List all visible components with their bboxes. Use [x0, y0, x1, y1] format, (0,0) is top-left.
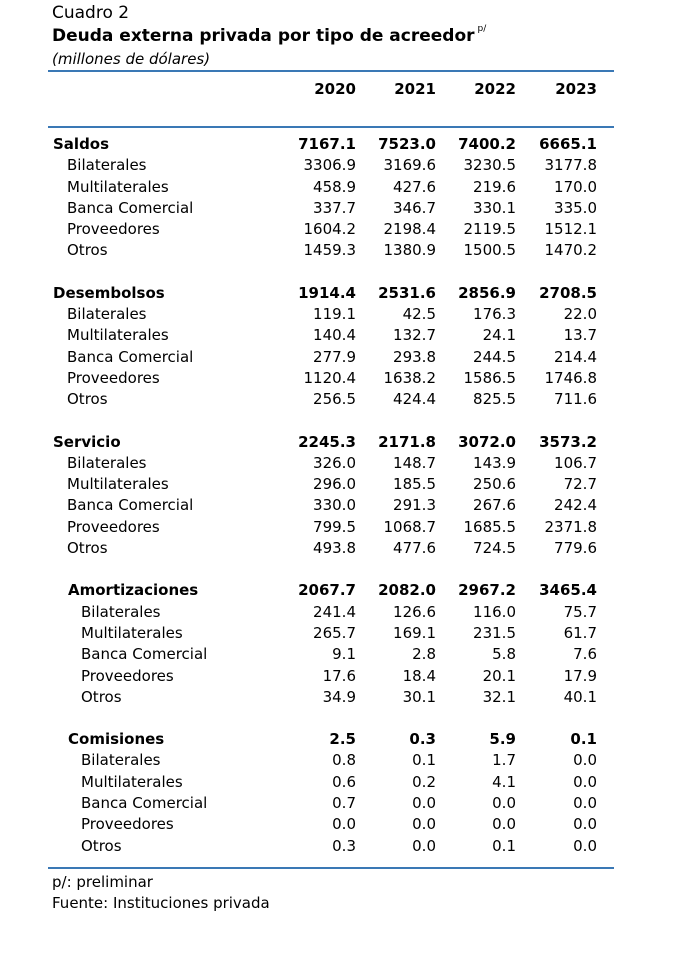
- cell-2020: 799.5: [313, 517, 356, 536]
- row-label: Otros: [67, 390, 108, 409]
- cell-2022: 116.0: [473, 602, 516, 621]
- row-label: Bilaterales: [67, 453, 147, 472]
- row-label: Multilaterales: [81, 623, 183, 642]
- table-row: [48, 198, 614, 219]
- table-row: [48, 155, 614, 176]
- cell-2023: 0.0: [573, 772, 597, 791]
- cell-2023: 1470.2: [544, 241, 597, 260]
- row-label: Servicio: [53, 432, 121, 451]
- cell-2021: 2171.8: [378, 432, 436, 451]
- cell-2022: 1.7: [492, 751, 516, 770]
- table-row: [48, 644, 614, 665]
- row-label: Otros: [81, 687, 122, 706]
- table-row: [48, 240, 614, 261]
- cell-2021: 126.6: [393, 602, 436, 621]
- cell-2021: 2198.4: [383, 220, 436, 239]
- cell-2023: 242.4: [554, 496, 597, 515]
- table-row: [48, 219, 614, 240]
- cell-2021: 427.6: [393, 177, 436, 196]
- cell-2020: 7167.1: [298, 135, 356, 153]
- table-row: [48, 304, 614, 325]
- row-label: Proveedores: [67, 368, 160, 387]
- row-label: Desembolsos: [53, 283, 165, 302]
- bottom-rule: [48, 867, 614, 869]
- table-row: [48, 687, 614, 708]
- cell-2023: 72.7: [563, 475, 597, 494]
- cell-2022: 825.5: [473, 390, 516, 409]
- row-label: Multilaterales: [81, 772, 183, 791]
- cell-2022: 1500.5: [463, 241, 516, 260]
- cell-2021: 185.5: [393, 475, 436, 494]
- cell-2020: 1604.2: [303, 220, 356, 239]
- column-header-2023: 2023: [555, 80, 597, 98]
- cell-2022: 20.1: [482, 666, 516, 685]
- column-header-2022: 2022: [474, 80, 516, 98]
- table-row: [48, 623, 614, 644]
- cell-2022: 32.1: [482, 687, 516, 706]
- header-rule: [48, 126, 614, 128]
- cell-2020: 337.7: [313, 198, 356, 217]
- row-label: Multilaterales: [67, 475, 169, 494]
- cell-2022: 244.5: [473, 347, 516, 366]
- cell-2020: 2067.7: [298, 581, 356, 600]
- table-row: [48, 368, 614, 389]
- cell-2023: 3177.8: [544, 156, 597, 175]
- cell-2023: 13.7: [563, 326, 597, 345]
- cell-2020: 0.7: [332, 794, 356, 813]
- cell-2021: 3169.6: [383, 156, 436, 175]
- cell-2022: 1586.5: [463, 368, 516, 387]
- cell-2023: 1746.8: [544, 368, 597, 387]
- row-label: Bilaterales: [81, 602, 161, 621]
- footnote-preliminary: p/: preliminar: [52, 873, 153, 891]
- column-header-row: [48, 80, 614, 100]
- cell-2020: 0.6: [332, 772, 356, 791]
- cell-2021: 1638.2: [383, 368, 436, 387]
- section-spacer: [48, 262, 614, 283]
- cell-2021: 2082.0: [378, 581, 436, 600]
- row-label: Proveedores: [81, 666, 174, 685]
- cell-2022: 3230.5: [463, 156, 516, 175]
- cell-2022: 1685.5: [463, 517, 516, 536]
- table-row: [48, 347, 614, 368]
- cuadro-number: Cuadro 2: [52, 3, 130, 23]
- cell-2021: 1068.7: [383, 517, 436, 536]
- cell-2022: 143.9: [473, 453, 516, 472]
- row-label: Proveedores: [67, 220, 160, 239]
- cell-2020: 1459.3: [303, 241, 356, 260]
- cell-2021: 148.7: [393, 453, 436, 472]
- table-row: [48, 389, 614, 410]
- table-row: [48, 836, 614, 857]
- cell-2023: 22.0: [563, 305, 597, 324]
- table-row: [48, 453, 614, 474]
- table-row: [48, 814, 614, 835]
- row-label: Proveedores: [81, 815, 174, 834]
- table-row: [48, 772, 614, 793]
- cell-2021: 1380.9: [383, 241, 436, 260]
- table-subtitle: (millones de dólares): [52, 50, 211, 68]
- cell-2022: 5.8: [492, 645, 516, 664]
- table-row: [48, 750, 614, 771]
- cell-2020: 1120.4: [303, 368, 356, 387]
- cell-2022: 267.6: [473, 496, 516, 515]
- cell-2023: 214.4: [554, 347, 597, 366]
- title-text: Deuda externa privada por tipo de acreedor: [52, 26, 475, 46]
- cell-2020: 265.7: [313, 623, 356, 642]
- cell-2022: 231.5: [473, 623, 516, 642]
- cell-2021: 42.5: [402, 305, 436, 324]
- cell-2020: 493.8: [313, 539, 356, 558]
- cell-2021: 424.4: [393, 390, 436, 409]
- top-rule: [48, 70, 614, 72]
- cell-2023: 1512.1: [544, 220, 597, 239]
- section-spacer: [48, 559, 614, 580]
- cell-2020: 140.4: [313, 326, 356, 345]
- cell-2022: 2967.2: [458, 581, 516, 600]
- row-label: Banca Comercial: [81, 645, 208, 664]
- row-label: Saldos: [53, 135, 110, 153]
- section-header-row: [48, 134, 614, 155]
- column-header-2020: 2020: [314, 80, 356, 98]
- cell-2022: 4.1: [492, 772, 516, 791]
- row-label: Bilaterales: [67, 305, 147, 324]
- cell-2023: 6665.1: [539, 135, 597, 153]
- cell-2023: 0.0: [573, 815, 597, 834]
- table-row: [48, 666, 614, 687]
- cell-2023: 61.7: [563, 623, 597, 642]
- section-header-row: [48, 580, 614, 601]
- table-row: [48, 325, 614, 346]
- row-label: Otros: [81, 836, 122, 855]
- row-label: Bilaterales: [81, 751, 161, 770]
- row-label: Proveedores: [67, 517, 160, 536]
- cell-2022: 7400.2: [458, 135, 516, 153]
- cell-2023: 335.0: [554, 198, 597, 217]
- cell-2020: 241.4: [313, 602, 356, 621]
- cell-2022: 219.6: [473, 177, 516, 196]
- cell-2021: 293.8: [393, 347, 436, 366]
- section-header-row: [48, 283, 614, 304]
- cell-2020: 34.9: [322, 687, 356, 706]
- cell-2022: 0.0: [492, 794, 516, 813]
- row-label: Comisiones: [68, 730, 165, 749]
- cell-2023: 75.7: [563, 602, 597, 621]
- table-row: [48, 177, 614, 198]
- table-title: [52, 26, 486, 46]
- table-row: [48, 517, 614, 538]
- row-label: Amortizaciones: [68, 581, 199, 600]
- cell-2021: 291.3: [393, 496, 436, 515]
- table-row: [48, 602, 614, 623]
- cell-2022: 724.5: [473, 539, 516, 558]
- cell-2023: 106.7: [554, 453, 597, 472]
- cell-2022: 2856.9: [458, 283, 516, 302]
- cell-2023: 170.0: [554, 177, 597, 196]
- cell-2021: 2531.6: [378, 283, 436, 302]
- cell-2022: 24.1: [482, 326, 516, 345]
- cell-2021: 0.3: [409, 730, 436, 749]
- cell-2020: 256.5: [313, 390, 356, 409]
- cell-2022: 0.0: [492, 815, 516, 834]
- table-row: [48, 495, 614, 516]
- cell-2020: 277.9: [313, 347, 356, 366]
- cell-2023: 3465.4: [539, 581, 597, 600]
- cell-2023: 7.6: [573, 645, 597, 664]
- table-row: [48, 474, 614, 495]
- cell-2023: 2371.8: [544, 517, 597, 536]
- data-table: [48, 134, 614, 857]
- cell-2023: 711.6: [554, 390, 597, 409]
- cell-2020: 0.8: [332, 751, 356, 770]
- row-label: Banca Comercial: [67, 347, 194, 366]
- cell-2022: 330.1: [473, 198, 516, 217]
- cell-2023: 2708.5: [539, 283, 597, 302]
- cell-2020: 3306.9: [303, 156, 356, 175]
- cell-2020: 0.3: [332, 836, 356, 855]
- cell-2021: 0.1: [412, 751, 436, 770]
- cell-2020: 458.9: [313, 177, 356, 196]
- footnote-source: Fuente: Instituciones privada: [52, 894, 270, 912]
- cell-2022: 2119.5: [463, 220, 516, 239]
- cell-2023: 0.1: [570, 730, 597, 749]
- footnotes: [52, 872, 270, 914]
- cell-2021: 0.2: [412, 772, 436, 791]
- preliminary-mark: p/: [477, 24, 487, 34]
- section-spacer: [48, 411, 614, 432]
- cell-2020: 1914.4: [298, 283, 356, 302]
- cell-2023: 0.0: [573, 794, 597, 813]
- row-label: Banca Comercial: [81, 794, 208, 813]
- cell-2020: 330.0: [313, 496, 356, 515]
- cell-2020: 0.0: [332, 815, 356, 834]
- cell-2023: 3573.2: [539, 432, 597, 451]
- cell-2023: 0.0: [573, 836, 597, 855]
- column-header-2021: 2021: [394, 80, 436, 98]
- row-label: Banca Comercial: [67, 496, 194, 515]
- cell-2021: 0.0: [412, 794, 436, 813]
- cell-2020: 9.1: [332, 645, 356, 664]
- cell-2021: 0.0: [412, 815, 436, 834]
- row-label: Otros: [67, 539, 108, 558]
- row-label: Multilaterales: [67, 177, 169, 196]
- cell-2020: 326.0: [313, 453, 356, 472]
- cell-2020: 119.1: [313, 305, 356, 324]
- cell-2021: 18.4: [402, 666, 436, 685]
- cell-2021: 346.7: [393, 198, 436, 217]
- cell-2022: 0.1: [492, 836, 516, 855]
- table-row: [48, 538, 614, 559]
- cell-2023: 17.9: [563, 666, 597, 685]
- cell-2021: 0.0: [412, 836, 436, 855]
- cell-2021: 2.8: [412, 645, 436, 664]
- cell-2021: 30.1: [402, 687, 436, 706]
- section-spacer: [48, 708, 614, 729]
- section-header-row: [48, 432, 614, 453]
- cell-2023: 0.0: [573, 751, 597, 770]
- cell-2021: 132.7: [393, 326, 436, 345]
- cell-2022: 250.6: [473, 475, 516, 494]
- row-label: Bilaterales: [67, 156, 147, 175]
- cell-2021: 169.1: [393, 623, 436, 642]
- row-label: Otros: [67, 241, 108, 260]
- cell-2023: 40.1: [563, 687, 597, 706]
- cell-2022: 5.9: [489, 730, 516, 749]
- cell-2020: 2.5: [329, 730, 356, 749]
- cell-2020: 296.0: [313, 475, 356, 494]
- cell-2023: 779.6: [554, 539, 597, 558]
- cell-2021: 477.6: [393, 539, 436, 558]
- row-label: Banca Comercial: [67, 198, 194, 217]
- cell-2020: 2245.3: [298, 432, 356, 451]
- cell-2020: 17.6: [322, 666, 356, 685]
- cell-2022: 176.3: [473, 305, 516, 324]
- cell-2022: 3072.0: [458, 432, 516, 451]
- cell-2021: 7523.0: [378, 135, 436, 153]
- section-header-row: [48, 729, 614, 750]
- table-row: [48, 793, 614, 814]
- row-label: Multilaterales: [67, 326, 169, 345]
